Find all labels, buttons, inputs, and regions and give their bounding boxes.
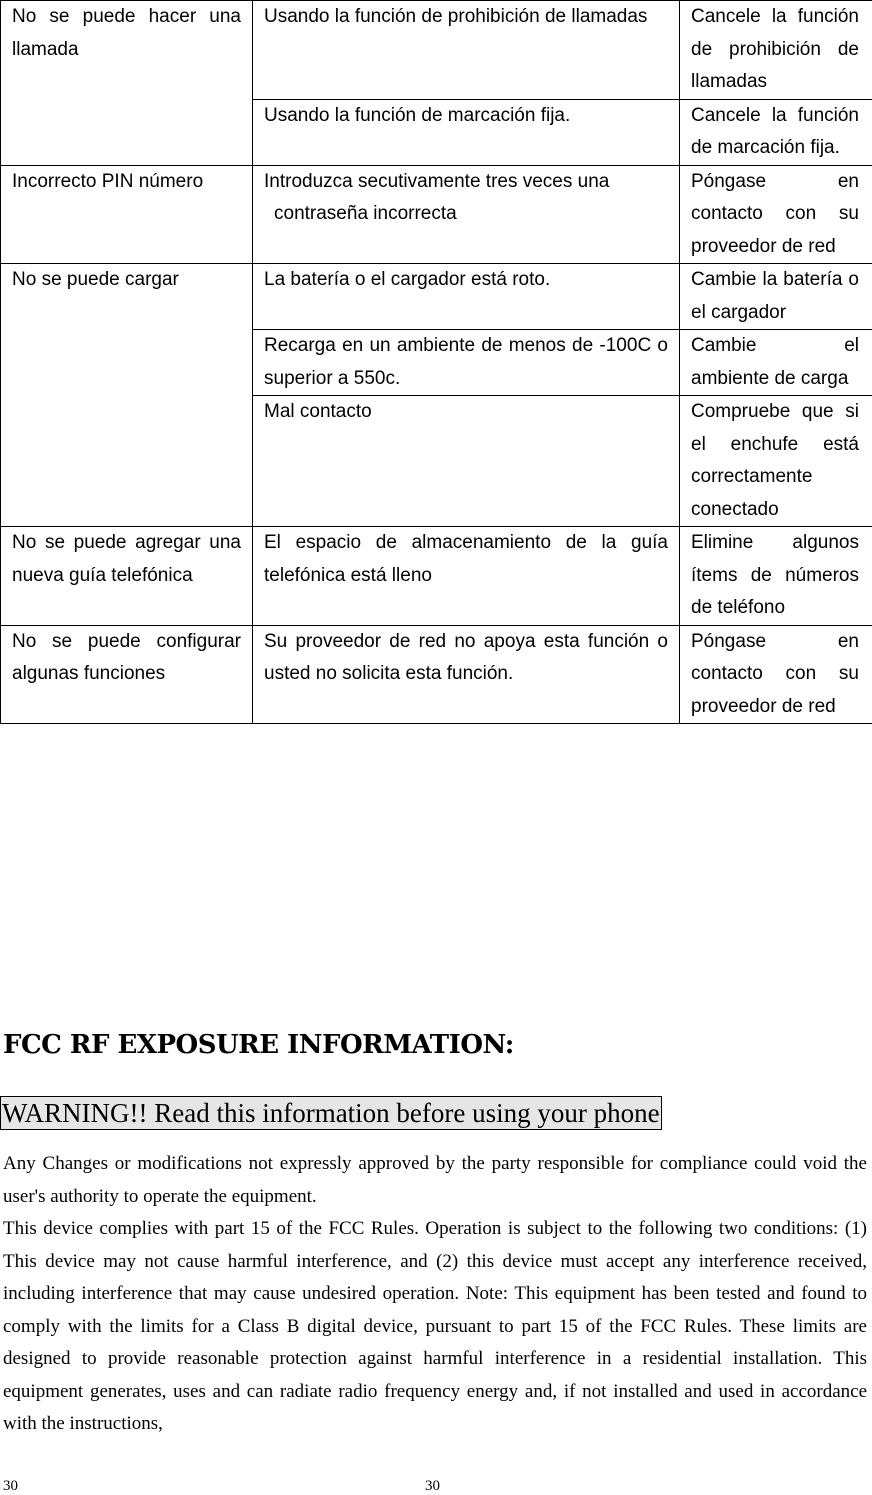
troubleshooting-table [0,0,872,724]
cause-cell: Usando la función de prohibición de llamadas [253,1,680,100]
cause-line: contraseña incorrecta [274,203,457,224]
solution-cell: Cambie el ambiente de carga [680,330,872,396]
table-row [1,625,872,724]
warning-banner: WARNING!! Read this information before using your phone [2,1098,660,1128]
solution-cell: Póngase en contacto con su proveedor de red [680,165,872,264]
problem-cell: No se puede hacer una llamada [1,1,253,166]
cause-cell: La batería o el cargador está roto. [253,264,680,330]
problem-cell: No se puede configurar algunas funciones [1,625,253,724]
table-row [1,1,872,100]
solution-cell: Cancele la función de prohibición de llamadas [680,1,872,100]
solution-cell: Elimine algunos ítems de números de teléfono [680,527,872,626]
problem-cell: No se puede cargar [1,264,253,527]
cause-cell: Mal contacto [253,396,680,527]
solution-cell: Compruebe que si el enchufe está correctamente conectado [680,396,872,527]
problem-cell: Incorrecto PIN número [1,165,253,264]
cause-cell: Recarga en un ambiente de menos de -100C o superior a 550c. [253,330,680,396]
paragraph: This device complies with part 15 of the FCC Rules. Operation is subject to the following two conditions: (1) This device may not cause harmful interference, and (2) this device must accept any interference received, including interference that may cause undesired operation. Note: This equipment has been tested and found to comply with the limits for a Class B digital device, pursuant to part 15 of the FCC Rules. These limits are designed to provide reasonable protection against harmful interference in a residential installation. This equipment generates, uses and can radiate radio frequency energy and, if not installed and used in accordance with the instructions, [3,1218,867,1434]
page-number-center: 30 [425,1478,440,1494]
solution-cell: Cancele la función de marcación fija. [680,99,872,165]
paragraph: Any Changes or modifications not expressly approved by the party responsible for compliance could void the user's authority to operate the equipment. [3,1153,867,1207]
solution-cell: Cambie la batería o el cargador [680,264,872,330]
fcc-body [3,1148,867,1441]
solution-cell: Póngase en contacto con su proveedor de red [680,625,872,724]
table-row [1,527,872,626]
problem-cell: No se puede agregar una nueva guía telefónica [1,527,253,626]
table-row [1,264,872,330]
cause-cell: Su proveedor de red no apoya esta función o usted no solicita esta función. [253,625,680,724]
section-title: FCC RF EXPOSURE INFORMATION: [3,1030,514,1060]
cause-line: Introduzca secutivamente tres veces una [264,170,610,192]
table-row [1,165,872,264]
page-number-left: 30 [3,1478,18,1494]
cause-cell: El espacio de almacenamiento de la guía telefónica está lleno [253,527,680,626]
cause-cell [253,165,680,264]
cause-cell: Usando la función de marcación fija. [253,99,680,165]
